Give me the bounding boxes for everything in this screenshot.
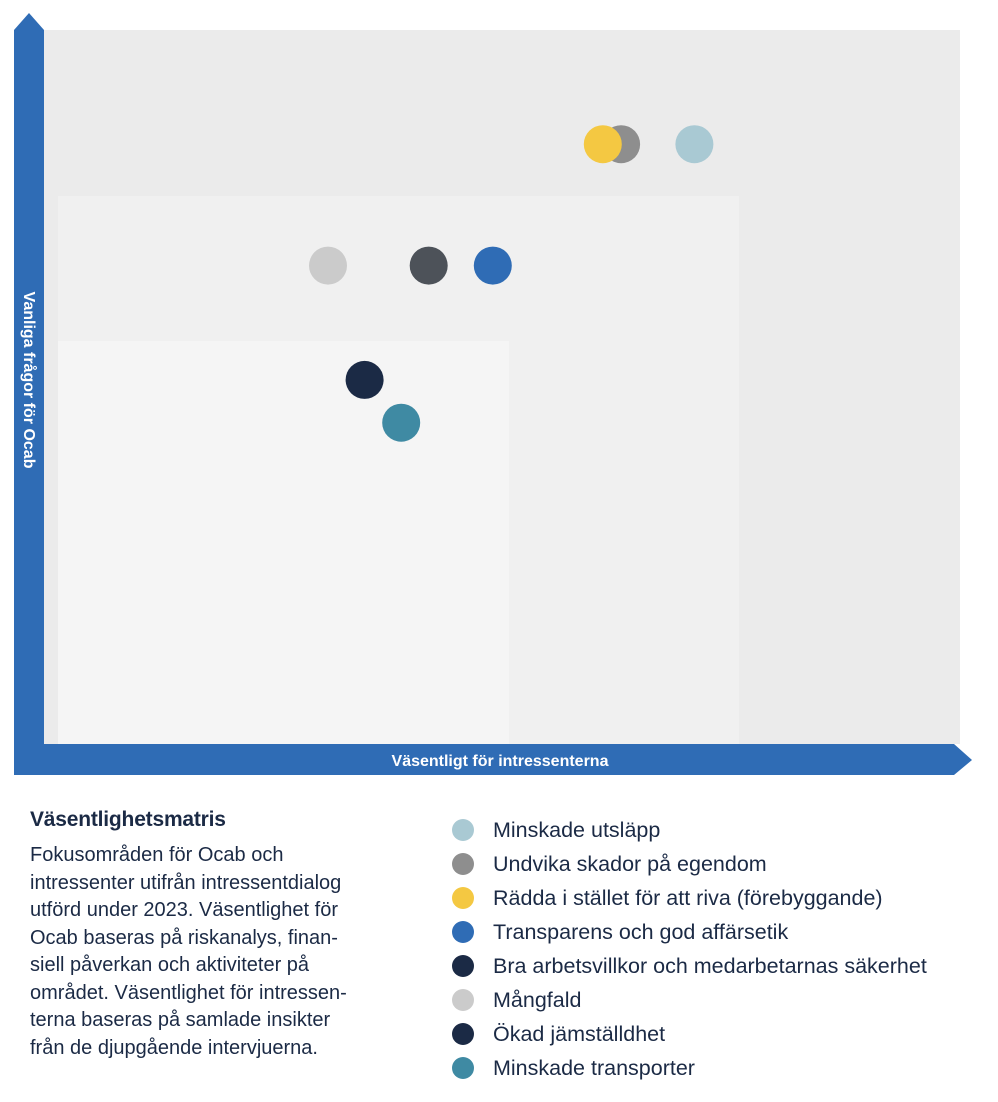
legend-label: Transparens och god affärsetik bbox=[493, 919, 789, 944]
x-axis-label: Väsentligt för intressenterna bbox=[391, 753, 609, 770]
data-point-0 bbox=[675, 125, 713, 163]
legend-label: Minskade transporter bbox=[493, 1055, 695, 1080]
y-axis-label: Vanliga frågor för Ocab bbox=[20, 291, 37, 469]
caption-line: siell påverkan och aktiviteter på bbox=[30, 954, 310, 976]
legend-label: Undvika skador på egendom bbox=[493, 851, 767, 876]
caption-line: terna baseras på samlade insikter bbox=[30, 1009, 331, 1031]
data-point-2 bbox=[584, 125, 622, 163]
caption-line: från de djupgående intervjuerna. bbox=[30, 1036, 318, 1059]
data-point-6 bbox=[410, 247, 448, 285]
caption-line: Fokusområden för Ocab och bbox=[30, 844, 284, 866]
data-point-4 bbox=[346, 361, 384, 399]
legend bbox=[452, 813, 927, 1085]
caption-line: Ocab baseras på riskanalys, finan- bbox=[30, 926, 338, 949]
caption-text bbox=[30, 842, 420, 1062]
legend-label: Mångfald bbox=[493, 987, 582, 1012]
caption-line: intressenter utifrån intressentdialog bbox=[30, 871, 342, 894]
data-point-7 bbox=[382, 404, 420, 442]
legend-item bbox=[452, 949, 927, 983]
legend-item bbox=[452, 915, 927, 949]
legend-item bbox=[452, 1017, 927, 1051]
legend-dot-icon bbox=[452, 955, 474, 977]
legend-dot-icon bbox=[452, 1057, 474, 1079]
legend-label: Ökad jämställdhet bbox=[493, 1021, 666, 1046]
data-point-3 bbox=[474, 247, 512, 285]
legend-dot-icon bbox=[452, 887, 474, 909]
legend-label: Bra arbetsvillkor och medarbetarnas säkerhet bbox=[493, 953, 927, 978]
legend-dot-icon bbox=[452, 1023, 474, 1045]
legend-label: Rädda i stället för att riva (förebyggande) bbox=[493, 885, 883, 910]
legend-item bbox=[452, 813, 927, 847]
legend-item bbox=[452, 881, 927, 915]
zone-inner bbox=[58, 341, 509, 744]
legend-label: Minskade utsläpp bbox=[493, 817, 661, 842]
legend-dot-icon bbox=[452, 989, 474, 1011]
caption-title: Väsentlighetsmatris bbox=[30, 808, 226, 831]
caption bbox=[30, 808, 420, 1062]
legend-dot-icon bbox=[452, 819, 474, 841]
data-point-5 bbox=[309, 247, 347, 285]
legend-item bbox=[452, 1051, 927, 1085]
caption-line: utförd under 2023. Väsentlighet för bbox=[30, 899, 338, 921]
legend-item bbox=[452, 983, 927, 1017]
legend-item bbox=[452, 847, 927, 881]
legend-dot-icon bbox=[452, 853, 474, 875]
legend-dot-icon bbox=[452, 921, 474, 943]
caption-line: området. Väsentlighet för intressen- bbox=[30, 981, 347, 1004]
